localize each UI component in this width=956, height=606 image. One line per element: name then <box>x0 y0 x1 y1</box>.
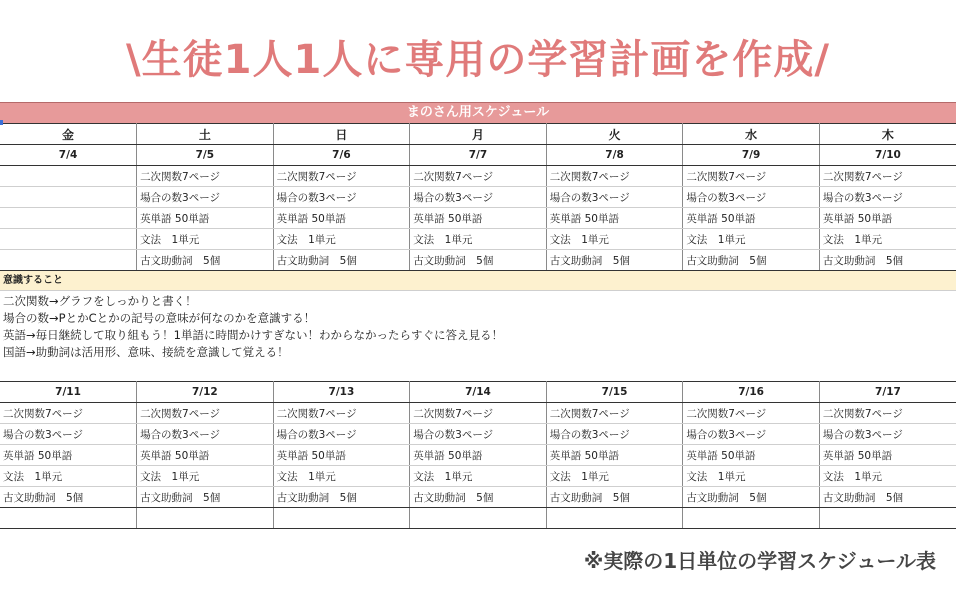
date-cell[interactable]: 7/10 <box>819 145 956 166</box>
task-cell[interactable]: 二次関数7ページ <box>819 166 956 187</box>
task-cell[interactable]: 場合の数3ページ <box>683 187 820 208</box>
day-cell[interactable]: 水 <box>683 124 820 145</box>
empty-cell[interactable] <box>819 508 956 529</box>
date-cell[interactable]: 7/13 <box>273 382 410 403</box>
task-cell[interactable]: 英単語 50単語 <box>546 445 683 466</box>
task-row <box>0 445 956 466</box>
task-cell[interactable]: 場合の数3ページ <box>273 424 410 445</box>
task-cell[interactable]: 二次関数7ページ <box>410 403 547 424</box>
empty-cell[interactable] <box>137 508 274 529</box>
task-cell[interactable]: 二次関数7ページ <box>546 403 683 424</box>
task-cell[interactable]: 二次関数7ページ <box>819 403 956 424</box>
footer-caption: ※実際の1日単位の学習スケジュール表 <box>583 549 936 573</box>
task-cell[interactable]: 文法 1単元 <box>546 229 683 250</box>
day-cell[interactable]: 土 <box>137 124 274 145</box>
week2-table <box>0 381 956 529</box>
task-cell[interactable]: 古文助動詞 5個 <box>137 250 274 271</box>
date-cell[interactable]: 7/5 <box>137 145 274 166</box>
task-cell[interactable]: 古文助動詞 5個 <box>819 487 956 508</box>
task-cell[interactable]: 場合の数3ページ <box>546 187 683 208</box>
task-cell[interactable]: 文法 1単元 <box>819 229 956 250</box>
task-cell[interactable]: 古文助動詞 5個 <box>273 487 410 508</box>
task-cell[interactable]: 文法 1単元 <box>273 229 410 250</box>
date-cell[interactable]: 7/17 <box>819 382 956 403</box>
task-cell[interactable]: 英単語 50単語 <box>683 208 820 229</box>
task-cell[interactable]: 二次関数7ページ <box>683 166 820 187</box>
task-row <box>0 487 956 508</box>
day-cell[interactable]: 金 <box>0 124 137 145</box>
task-cell[interactable]: 二次関数7ページ <box>546 166 683 187</box>
task-cell[interactable]: 二次関数7ページ <box>683 403 820 424</box>
task-cell[interactable]: 古文助動詞 5個 <box>683 487 820 508</box>
task-cell[interactable]: 文法 1単元 <box>819 466 956 487</box>
week1-table <box>0 123 956 271</box>
note-line: 英語→毎日継続して取り組もう！1単語に時間かけすぎない！わからなかったらすぐに答え見る！ <box>3 328 503 342</box>
blank-row <box>0 508 956 529</box>
date-cell[interactable]: 7/7 <box>410 145 547 166</box>
notes-header[interactable]: 意識すること <box>0 271 956 291</box>
date-cell[interactable]: 7/11 <box>0 382 137 403</box>
empty-cell[interactable] <box>273 508 410 529</box>
task-cell[interactable]: 英単語 50単語 <box>683 445 820 466</box>
task-cell[interactable]: 二次関数7ページ <box>273 166 410 187</box>
task-cell[interactable]: 場合の数3ページ <box>137 187 274 208</box>
task-row <box>0 424 956 445</box>
task-cell[interactable]: 古文助動詞 5個 <box>410 487 547 508</box>
task-cell[interactable]: 古文助動詞 5個 <box>273 250 410 271</box>
task-cell[interactable]: 文法 1単元 <box>683 466 820 487</box>
task-cell[interactable] <box>0 166 137 187</box>
task-cell[interactable]: 文法 1単元 <box>410 229 547 250</box>
task-cell[interactable]: 英単語 50単語 <box>819 208 956 229</box>
day-header-row <box>0 124 956 145</box>
task-cell[interactable]: 文法 1単元 <box>137 229 274 250</box>
task-cell[interactable]: 場合の数3ページ <box>683 424 820 445</box>
task-cell[interactable]: 場合の数3ページ <box>819 187 956 208</box>
task-cell[interactable]: 古文助動詞 5個 <box>137 487 274 508</box>
task-cell[interactable]: 英単語 50単語 <box>410 445 547 466</box>
date-cell[interactable]: 7/14 <box>410 382 547 403</box>
task-cell[interactable]: 場合の数3ページ <box>273 187 410 208</box>
task-cell[interactable]: 場合の数3ページ <box>0 424 137 445</box>
week2-section <box>0 381 956 529</box>
headline: \生徒1人1人に専用の学習計画を作成/ <box>126 37 830 83</box>
task-cell[interactable]: 英単語 50単語 <box>273 445 410 466</box>
date-cell[interactable]: 7/16 <box>683 382 820 403</box>
cell-selection-handle[interactable] <box>0 120 3 125</box>
date-row <box>0 145 956 166</box>
task-cell[interactable]: 場合の数3ページ <box>137 424 274 445</box>
task-cell[interactable]: 英単語 50単語 <box>273 208 410 229</box>
schedule-sheet <box>0 102 956 383</box>
empty-cell[interactable] <box>546 508 683 529</box>
task-row <box>0 208 956 229</box>
day-cell[interactable]: 日 <box>273 124 410 145</box>
task-row <box>0 466 956 487</box>
task-cell[interactable]: 場合の数3ページ <box>410 424 547 445</box>
empty-cell[interactable] <box>0 508 137 529</box>
empty-cell[interactable] <box>410 508 547 529</box>
task-cell[interactable]: 古文助動詞 5個 <box>0 487 137 508</box>
note-line: 場合の数→PとかCとかの記号の意味が何なのかを意識する！ <box>3 311 316 325</box>
task-cell[interactable]: 文法 1単元 <box>683 229 820 250</box>
date-cell[interactable]: 7/6 <box>273 145 410 166</box>
task-cell[interactable]: 古文助動詞 5個 <box>683 250 820 271</box>
date-cell[interactable]: 7/8 <box>546 145 683 166</box>
task-cell[interactable]: 二次関数7ページ <box>410 166 547 187</box>
task-cell[interactable]: 英単語 50単語 <box>137 445 274 466</box>
task-cell[interactable]: 英単語 50単語 <box>819 445 956 466</box>
date-cell[interactable]: 7/9 <box>683 145 820 166</box>
task-cell[interactable]: 二次関数7ページ <box>137 166 274 187</box>
schedule-banner[interactable]: まのさん用スケジュール <box>0 102 956 123</box>
day-cell[interactable]: 火 <box>546 124 683 145</box>
date-cell[interactable]: 7/12 <box>137 382 274 403</box>
notes-cell[interactable] <box>0 291 956 383</box>
task-cell[interactable] <box>0 187 137 208</box>
task-row <box>0 187 956 208</box>
task-row <box>0 229 956 250</box>
task-cell[interactable]: 場合の数3ページ <box>410 187 547 208</box>
task-cell[interactable]: 文法 1単元 <box>137 466 274 487</box>
date-cell[interactable]: 7/4 <box>0 145 137 166</box>
task-cell[interactable]: 古文助動詞 5個 <box>410 250 547 271</box>
task-cell[interactable]: 場合の数3ページ <box>546 424 683 445</box>
task-cell[interactable]: 文法 1単元 <box>546 466 683 487</box>
task-cell[interactable] <box>0 229 137 250</box>
task-row <box>0 250 956 271</box>
task-cell[interactable]: 場合の数3ページ <box>819 424 956 445</box>
task-cell[interactable]: 英単語 50単語 <box>0 445 137 466</box>
task-cell[interactable]: 文法 1単元 <box>0 466 137 487</box>
task-row <box>0 166 956 187</box>
note-line: 二次関数→グラフをしっかりと書く！ <box>3 294 197 308</box>
task-cell[interactable]: 英単語 50単語 <box>410 208 547 229</box>
date-row <box>0 382 956 403</box>
day-cell[interactable]: 月 <box>410 124 547 145</box>
task-cell[interactable]: 古文助動詞 5個 <box>546 250 683 271</box>
task-cell[interactable]: 二次関数7ページ <box>0 403 137 424</box>
task-row <box>0 403 956 424</box>
task-cell[interactable] <box>0 208 137 229</box>
task-cell[interactable]: 古文助動詞 5個 <box>546 487 683 508</box>
note-line: 国語→助動詞は活用形、意味、接続を意識して覚える！ <box>3 345 289 359</box>
date-cell[interactable]: 7/15 <box>546 382 683 403</box>
task-cell[interactable]: 二次関数7ページ <box>137 403 274 424</box>
task-cell[interactable]: 二次関数7ページ <box>273 403 410 424</box>
task-cell[interactable]: 古文助動詞 5個 <box>819 250 956 271</box>
task-cell[interactable]: 英単語 50単語 <box>137 208 274 229</box>
task-cell[interactable]: 文法 1単元 <box>273 466 410 487</box>
empty-cell[interactable] <box>683 508 820 529</box>
task-cell[interactable]: 文法 1単元 <box>410 466 547 487</box>
task-cell[interactable]: 英単語 50単語 <box>546 208 683 229</box>
task-cell[interactable] <box>0 250 137 271</box>
day-cell[interactable]: 木 <box>819 124 956 145</box>
